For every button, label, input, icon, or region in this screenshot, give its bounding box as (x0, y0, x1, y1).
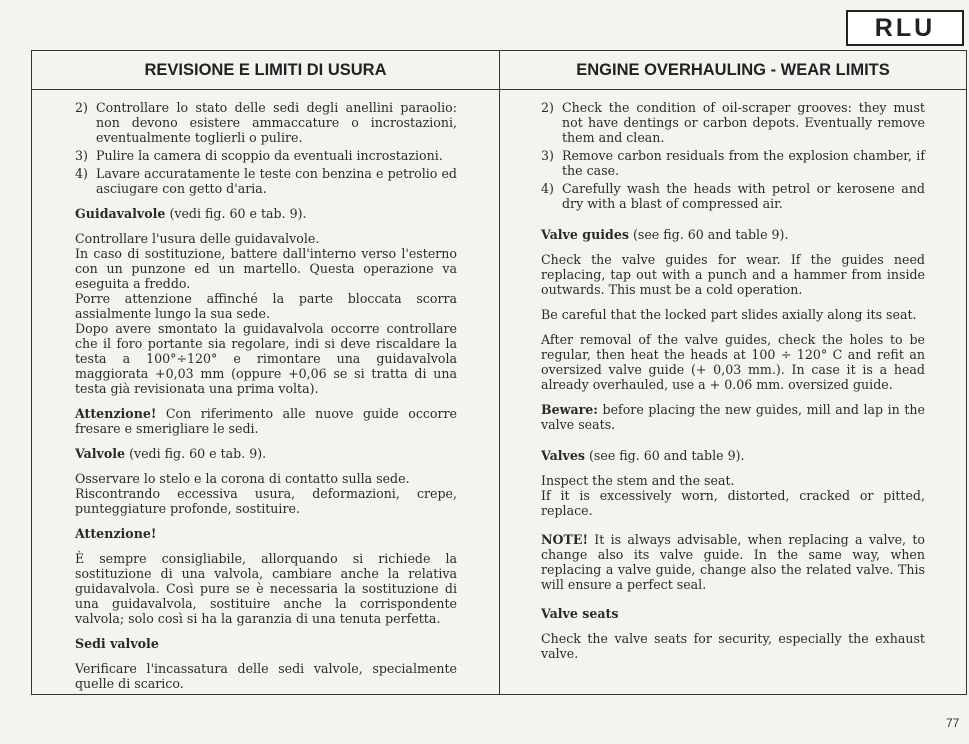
item-number: 4) (541, 181, 554, 196)
attention-label: Attenzione! (75, 406, 157, 421)
item-number: 2) (541, 100, 554, 115)
valves-heading (541, 448, 925, 463)
right-title: ENGINE OVERHAULING - WEAR LIMITS (576, 61, 890, 79)
beware-text: before placing the new guides, mill and lap in the valve seats. (541, 402, 925, 432)
item-text: Controllare lo stato delle sedi degli anellini paraolio: non devono esistere ammaccature o incrostazioni, eventualmente toglierli o pulire. (96, 100, 457, 145)
left-title: REVISIONE E LIMITI DI USURA (144, 61, 387, 79)
attention-note (75, 406, 457, 436)
item-text: Pulire la camera di scoppio da eventuali incrostazioni. (96, 148, 443, 163)
note-label: NOTE! (541, 532, 588, 547)
header-divider (31, 89, 967, 90)
guides-paragraph: Check the valve guides for wear. If the guides need replacing, tap out with a punch and a hammer from inside outwards. This must be a cold operation. (541, 252, 925, 297)
beware-note (541, 402, 925, 432)
item-text: Check the condition of oil-scraper grooves: they must not have dentings or carbon depots. Eventually remove them and clean. (562, 100, 925, 145)
item-text: Lavare accuratamente le teste con benzina e petrolio ed asciugare con getto d'aria. (96, 166, 457, 196)
guides-heading (75, 206, 457, 221)
seats-heading: Sedi valvole (75, 636, 159, 651)
attention-heading: Attenzione! (75, 526, 157, 541)
beware-label: Beware: (541, 402, 598, 417)
guides-paragraph: Controllare l'usura delle guidavalvole. (75, 231, 320, 246)
attention-text: Con riferimento alle nuove guide occorre fresare e smerigliare le sedi. (75, 406, 457, 436)
list-item (75, 148, 457, 163)
seats-paragraph: Check the valve seats for security, especially the exhaust valve. (541, 631, 925, 661)
guides-paragraph: Porre attenzione affinché la parte bloccata scorra assialmente lungo la sua sede. (75, 291, 457, 321)
valves-ref: (see fig. 60 and table 9). (584, 448, 745, 463)
list-item (75, 166, 457, 196)
item-number: 4) (75, 166, 88, 181)
italian-column (75, 100, 457, 701)
list-item (75, 100, 457, 145)
valves-heading (75, 446, 457, 461)
guides-ref: (see fig. 60 and table 9). (628, 227, 789, 242)
seats-paragraph: Verificare l'incassatura delle sedi valvole, specialmente quelle di scarico. (75, 661, 457, 691)
item-text: Carefully wash the heads with petrol or kerosene and dry with a blast of compressed air. (562, 181, 925, 211)
item-number: 3) (541, 148, 554, 163)
column-divider (499, 50, 500, 695)
guides-title: Valve guides (541, 227, 629, 242)
guides-title: Guidavalvole (75, 206, 166, 221)
guides-paragraph: Be careful that the locked part slides axially along its seat. (541, 307, 917, 322)
valves-title: Valves (541, 448, 585, 463)
valves-paragraph: Osservare lo stelo e la corona di contatto sulla sede. (75, 471, 410, 486)
attention-paragraph: È sempre consigliabile, allorquando si richiede la sostituzione di una valvola, cambiare anche la relativa guidavalvola. Così pure se è necessaria la sostituzione di una guidavalvola, sostituire anche la corrispondente valvola; solo così si ha la garanzia di una tenuta perfetta. (75, 551, 457, 626)
english-column (541, 100, 925, 671)
valves-ref: (vedi fig. 60 e tab. 9). (125, 446, 267, 461)
valves-paragraph: Riscontrando eccessiva usura, deformazioni, crepe, punteggiature profonde, sostituire. (75, 486, 457, 516)
item-text: Remove carbon residuals from the explosion chamber, if the case. (562, 148, 925, 178)
page-number: 77 (946, 716, 960, 730)
note-paragraph (541, 532, 925, 592)
guides-paragraph: After removal of the valve guides, check the holes to be regular, then heat the heads at 100 ÷ 120° C and refit an oversized valve guide (+ 0,03 mm.). In case it is a head already overhauled, use a + 0.06 mm. oversized guide. (541, 332, 925, 392)
section-tab: RLU (846, 10, 964, 46)
item-number: 2) (75, 100, 88, 115)
valves-paragraph: If it is excessively worn, distorted, cracked or pitted, replace. (541, 488, 925, 518)
guides-paragraph: Dopo avere smontato la guidavalvola occorre controllare che il foro portante sia regolare, indi si deve riscaldare la testa a 100°÷120° e rimontare una guidavalvola maggiorata +0,03 mm (oppure +0,06 se si tratta di una testa già revisionata una prima volta). (75, 321, 457, 396)
guides-paragraph: In caso di sostituzione, battere dall'interno verso l'esterno con un punzone ed un martello. Questa operazione va eseguita a freddo. (75, 246, 457, 291)
list-item (541, 100, 925, 145)
valves-title: Valvole (75, 446, 126, 461)
list-item (541, 148, 925, 178)
guides-ref: (vedi fig. 60 e tab. 9). (165, 206, 307, 221)
note-text: It is always advisable, when replacing a valve, to change also its valve guide. In the same way, when replacing a valve guide, change also the related valve. This will ensure a perfect seal. (541, 532, 925, 592)
item-number: 3) (75, 148, 88, 163)
list-item (541, 181, 925, 211)
seats-heading: Valve seats (541, 606, 619, 621)
valves-paragraph: Inspect the stem and the seat. (541, 473, 735, 488)
guides-heading (541, 227, 925, 242)
